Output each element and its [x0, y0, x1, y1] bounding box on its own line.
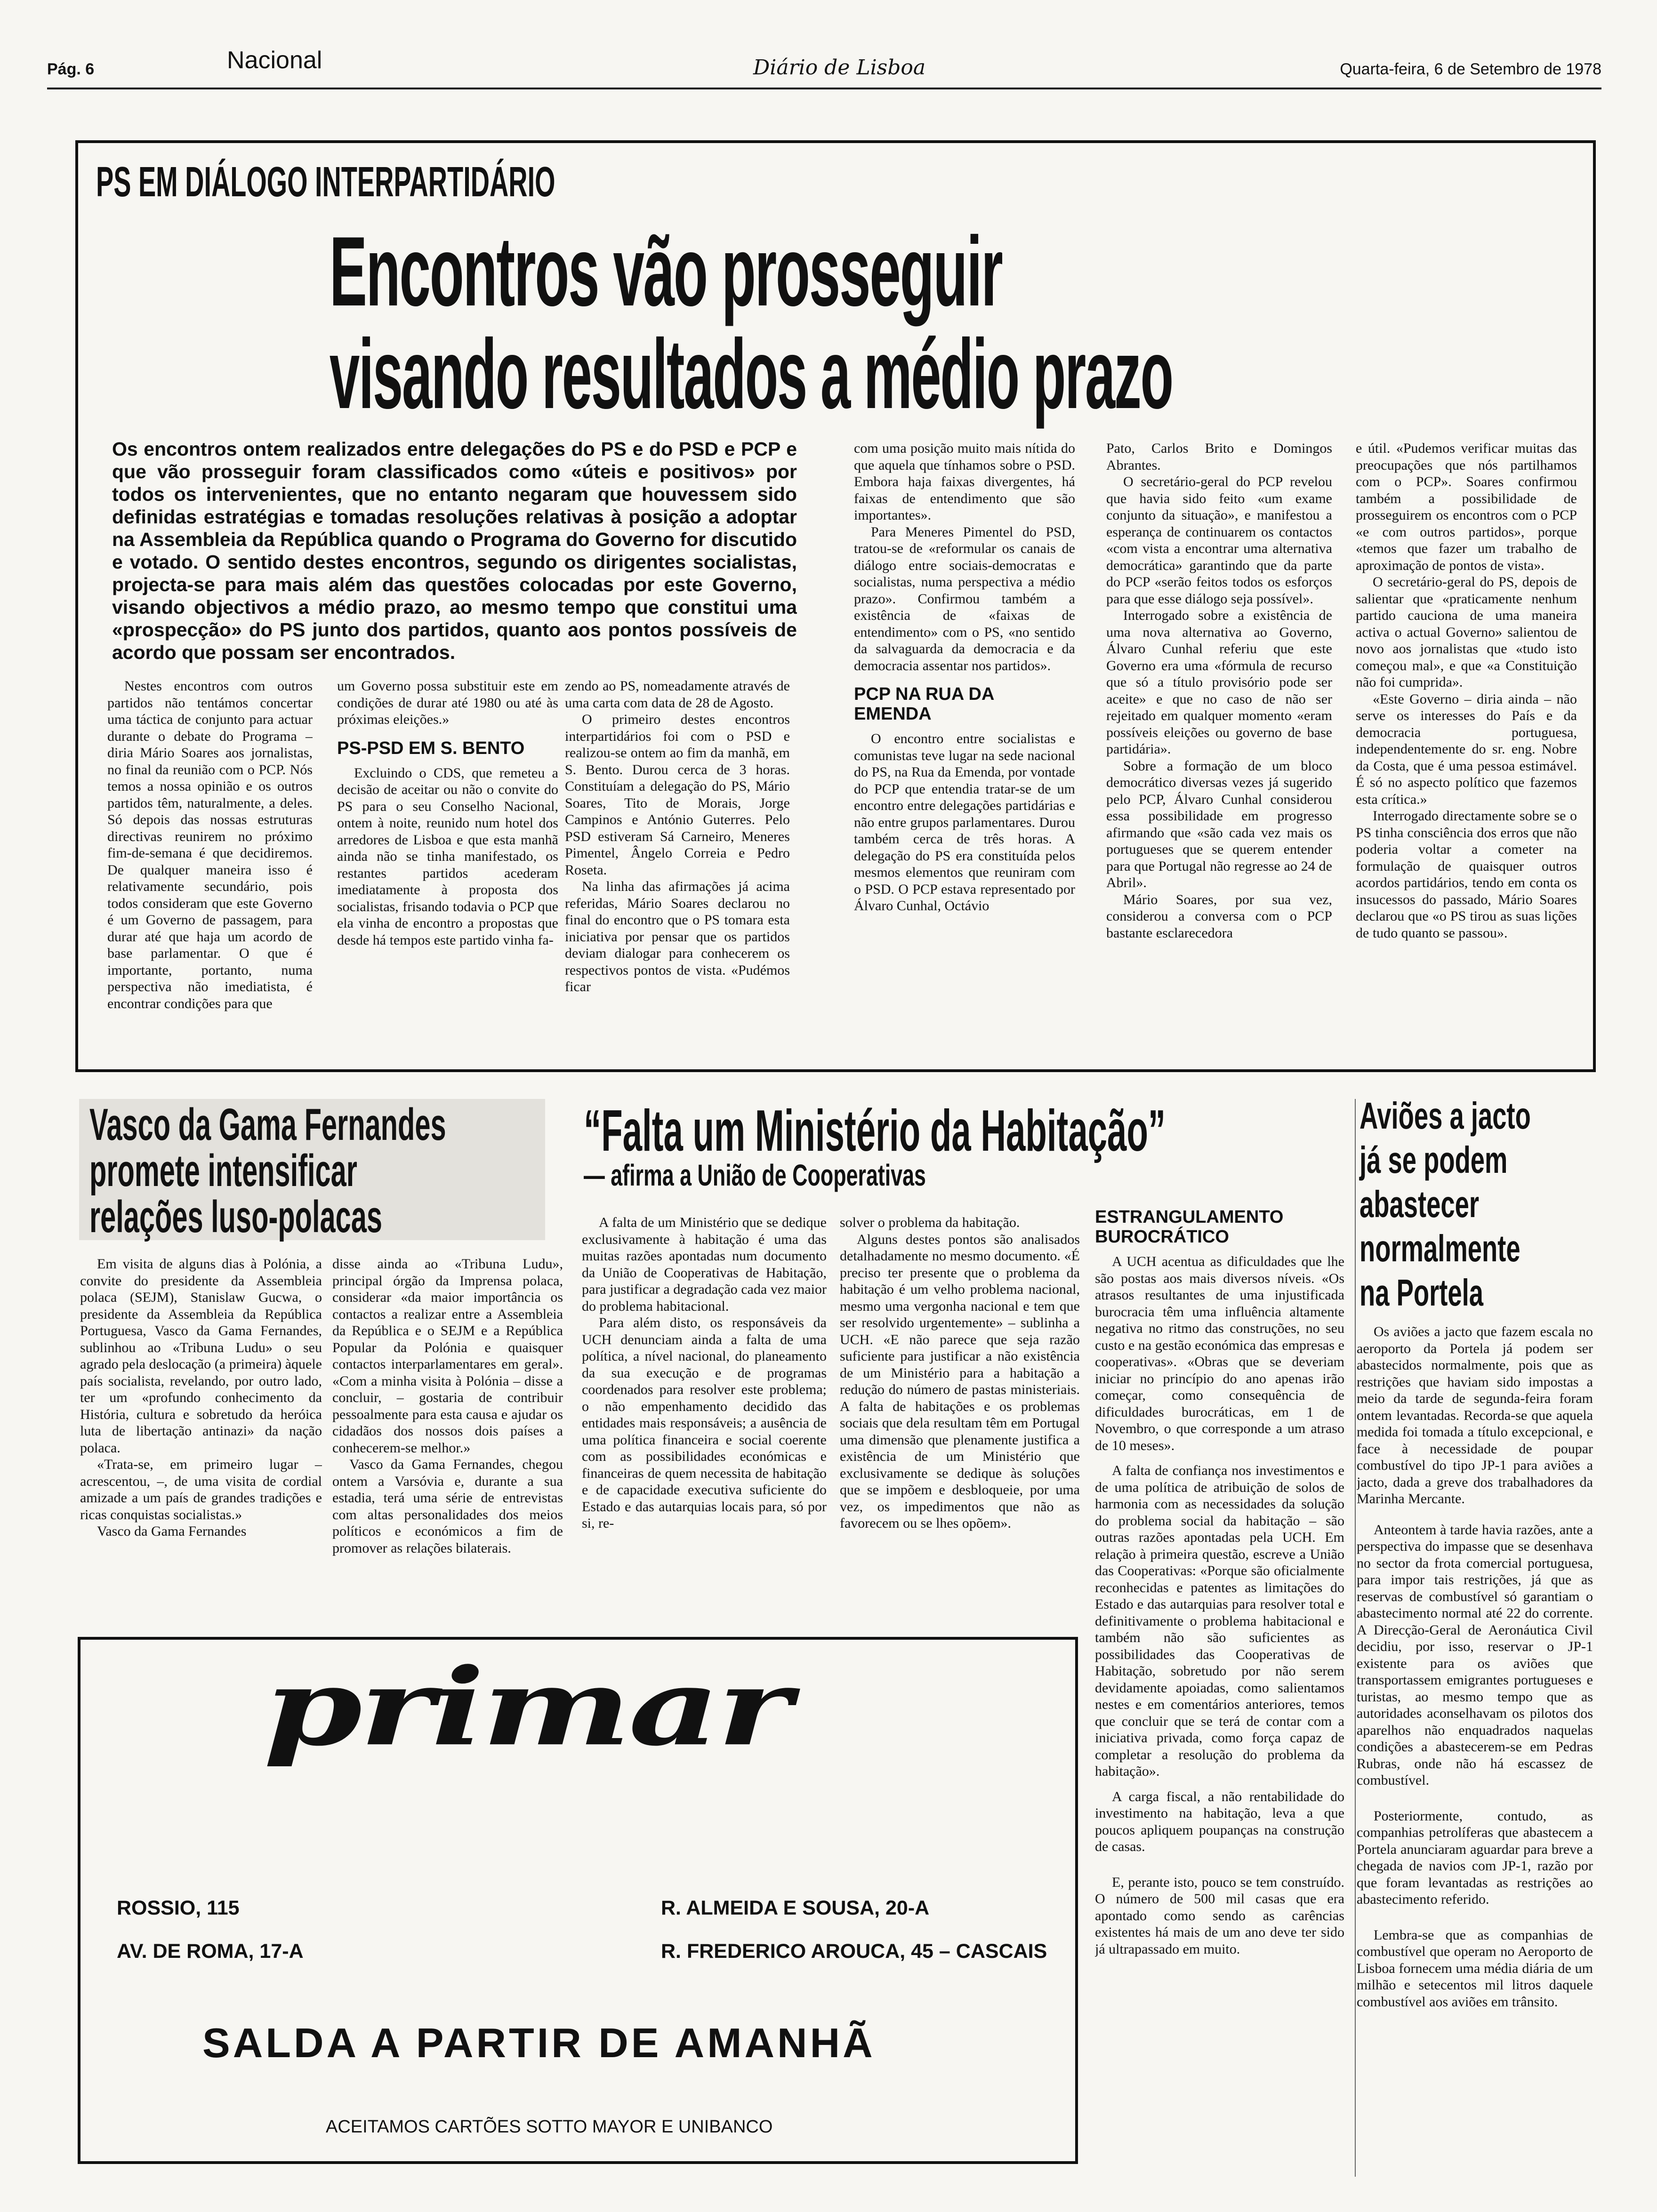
lead-col4-paragraph-b: Para Meneres Pimentel do PSD, tratou-se de «reformular os canais de diálogo entre sociais-democratas e socialistas, numa perspectiva a médio prazo». Confirmou também a existência de «faixas de entendimento» com o PS, «no sentido da salvaguarda da democracia e da democracia assentar nos partidos». — [854, 524, 1075, 673]
lead-column-6 — [1356, 440, 1577, 1059]
ad-address-4: R. FREDERICO AROUCA, 45 – CASCAIS — [661, 1940, 1047, 1963]
lead-col3-paragraph-c: Na linha das afirmações já acima referidas, Mário Soares declarou no final do encontro que o PS tomara esta iniciativa por pensar que os partidos deviam dialogar para conhecerem os respectivos pontos de vista. «Pudémos ficar — [565, 879, 790, 994]
ad-address-1: ROSSIO, 115 — [117, 1897, 240, 1919]
habitacao-headline: “Falta um Ministério da Habitação” — [584, 1098, 1166, 1163]
lead-column-5 — [1106, 440, 1332, 1059]
ad-headline: SALDA A PARTIR DE AMANHÃ — [202, 2020, 876, 2066]
habitacao-column-1 — [582, 1214, 827, 1624]
column-rule-right — [1355, 1099, 1356, 2177]
lead-col4-paragraph-c: O encontro entre socialistas e comunistas teve lugar na sede nacional do PS, na Rua da Emenda, por vontade do PCP que entendia tratar-se de um encontro entre delegações partidárias e não entre grupos parlamentares. Durou também cerca de três horas. A delegação do PS era constituída pelos mesmos elementos que reuniram com o PSD. O PCP estava representado por Álvaro Cunhal, Octávio — [854, 731, 1075, 914]
lead-column-4 — [854, 440, 1075, 1059]
vasco-headline-line-1: Vasco da Gama Fernandes — [89, 1099, 446, 1150]
ad-address-3: R. ALMEIDA E SOUSA, 20-A — [661, 1897, 930, 1919]
header-rule — [47, 88, 1601, 89]
vasco-col1-paragraph-b: «Trata-se, em primeiro lugar – acrescentou, –, de uma visita de cordial amizade a um país de grandes tradições e ricas conquistas socialistas.» — [80, 1457, 322, 1523]
primar-logo: primar — [264, 1644, 789, 1770]
section-name: Nacional — [227, 47, 322, 74]
vasco-col2-paragraph-b: Vasco da Gama Fernandes, chegou ontem a Varsóvia e, durante a sua estadia, terá uma série de entrevistas com altas personalidades dos meios políticos e económicos a fim de promover as relações bilaterais. — [332, 1457, 563, 1556]
lead-col5-paragraph-b: O secretário-geral do PCP revelou que havia sido feito «um exame conjunto da situação», e manifestou a esperança de continuarem os contactos «com vista a encontrar uma alternativa democrática» garantindo que da parte do PCP «serão feitos todos os esforços para que esse diálogo seja possível». — [1106, 474, 1332, 607]
lead-kicker: PS EM DIÁLOGO INTERPARTIDÁRIO — [96, 159, 555, 206]
vasco-headline-line-3: relações luso-polacas — [89, 1192, 382, 1242]
vasco-col1-paragraph-a: Em visita de alguns dias à Polónia, a convite do presidente da Assembleia polaca (SEJM), Stanislaw Gucwa, o presidente da Assembleia da República Portuguesa, Vasco da Gama Fernandes, sublinhou ao «Tribuna Ludu» o seu agrado pela deslocação (a primeira) àquele país socialista, revelando, por outro lado, ter um «profundo conhecimento da História, cultura e sobretudo da heróica luta de libertação antinazi» da nação polaca. — [80, 1256, 322, 1456]
habitacao-subhead: — afirma a União de Cooperativas — [584, 1158, 926, 1192]
lead-subhead-pcp: PCP NA RUA DA EMENDA — [854, 684, 994, 724]
avioes-body — [1357, 1323, 1593, 2194]
lead-col3-paragraph-b: O primeiro destes encontros interpartidários foi com o PSD e realizou-se ontem ao fim da manhã, em S. Bento. Durou cerca de 3 horas. Constituíam a delegação do PS, Mário Soares, Tito de Morais, Jorge Campinos e António Guterres. Pelo PSD estiveram Sá Carneiro, Meneres Pimentel, Ângelo Correia e Pedro Roseta. — [565, 712, 790, 878]
lead-col3-paragraph-a: zendo ao PS, nomeadamente através de uma carta com data de 28 de Agosto. — [565, 678, 790, 711]
lead-col6-paragraph-c: «Este Governo – diria ainda – não serve os interesses do País e da democracia portuguesa, independentemente do sr. eng. Nobre da Costa, que é uma pessoa estimável. É só no aspecto político que fazemos esta crítica.» — [1356, 691, 1577, 807]
lead-subhead-ps-psd: PS-PSD EM S. BENTO — [337, 738, 525, 758]
habitacao-col3-paragraph-c: A carga fiscal, a não rentabilidade do investimento na habitação, leva a que poucos apliquem poupanças na construção de casas. — [1095, 1788, 1344, 1854]
habitacao-col3-paragraph-d: E, perante isto, pouco se tem construído. O número de 500 mil casas que era apontado como sendo as carências existentes há mais de um ano deve ter sido já ultrapassado em muito. — [1095, 1874, 1344, 1957]
habitacao-col1-paragraph-a: A falta de um Ministério que se dedique exclusivamente à habitação é uma das muitas razões apontadas num documento da União de Cooperativas de Habitação, para justificar a degradação cada vez maior do problema habitacional. — [582, 1215, 827, 1314]
lead-col4-paragraph-a: com uma posição muito mais nítida do que aquela que tínhamos sobre o PSD. Embora haja faixas divergentes, há faixas de entendimento que são importantes». — [854, 441, 1075, 523]
avioes-headline: Aviões a jacto já se podem abastecer normalmente na Portela — [1359, 1095, 1531, 1314]
habitacao-col2-paragraph-b: Alguns destes pontos são analisados detalhadamente no mesmo documento. «É preciso ter presente que o problema da habitação é um velho problema nacional, mesmo uma vergonha nacional e tem que ser resolvido urgentemente» – sublinha a UCH. «E não parece que seja razão suficiente para justificar a não existência de um Ministério para a habitação a redução do número de pastas ministeriais. A falta de habitações e os problemas sociais que dela resultam têm em Portugal uma dimensão que plenamente justifica a existência de um Ministério que exclusivamente se dedique às soluções que se impõem e desbloqueie, por uma vez, os impedimentos que não as favorecem ou se lhes opõem». — [840, 1231, 1080, 1531]
habitacao-column-3 — [1095, 1207, 1344, 2177]
lead-col5-paragraph-e: Mário Soares, por sua vez, considerou a conversa com o PCP bastante esclarecedora — [1106, 891, 1332, 941]
avioes-paragraph-4: Lembra-se que as companhias de combustível que operam no Aeroporto de Lisboa fornecem uma média diária de um milhão e setecentos mil litros daquele combustível aos aviões em trânsito. — [1357, 1927, 1593, 2010]
lead-col6-paragraph-d: Interrogado directamente sobre se o PS tinha consciência dos erros que não poderia voltar a cometer na formulação de quaisquer outros acordos partidários, tendo em conta os insucessos do passado, Mário Soares declarou que «o PS tirou as suas lições de tudo quanto se passou». — [1356, 808, 1577, 941]
lead-col5-paragraph-a: Pato, Carlos Brito e Domingos Abrantes. — [1106, 441, 1332, 473]
lead-col1-paragraph: Nestes encontros com outros partidos não tentámos concertar uma táctica de conjunto para actuar durante o debate do Programa – diria Mário Soares aos jornalistas, no final da reunião com o PCP. Nós temos a nossa opinião e os outros partidos têm, naturalmente, a deles. Só depois das nossas estruturas directivas reunirem no próximo fim-de-semana é que decidiremos. De qualquer maneira isso é relativamente secundário, pois todos consideram que este Governo é um Governo de passagem, para durar até que haja um acordo de base parlamentar. O que é importante, portanto, numa perspectiva não imediatista, é encontrar condições para que — [107, 678, 313, 1011]
page-number: Pág. 6 — [47, 60, 95, 78]
lead-col5-paragraph-c: Interrogado sobre a existência de uma nova alternativa ao Governo, Álvaro Cunhal referiu que este Governo era uma «fórmula de recurso que só a título provisório pode ser aceite» e que no caso de não ser rejeitado em qualquer momento «eram possíveis eleições ou governo de base partidária». — [1106, 608, 1332, 757]
avioes-paragraph-2: Anteontem à tarde havia razões, ante a perspectiva do impasse que se desenhava no sector da frota comercial portuguesa, para impor tais restrições, já que as reservas de combustível só garantiam o abastecimento normal até 22 do corrente. A Direcção-Geral de Aeronáutica Civil decidiu, por isso, reservar o JP-1 existente para os aviões que transportassem emigrantes portugueses e turistas, ao mesmo tempo que as autoridades aconselhavam os pilotos dos aparelhos não enquadrados naquelas condições a abastecerem-se em Pedras Rubras, onde não há escassez de combustível. — [1357, 1522, 1593, 1788]
lead-col5-paragraph-d: Sobre a formação de um bloco democrático diversas vezes já sugerido pelo PCP, Álvaro Cunhal considerou essa possibilidade em progresso afirmando que «são cada vez mais os portugueses que se querem entender para que Portugal não regresse ao 24 de Abril». — [1106, 758, 1332, 890]
avioes-paragraph-3: Posteriormente, contudo, as companhias petrolíferas que abastecem a Portela anunciaram aguardar para breve a chegada de navios com JP-1, razão por que foram levantadas as restrições ao abastecimento referido. — [1357, 1808, 1593, 1907]
avioes-paragraph-1: Os aviões a jacto que fazem escala no aeroporto da Portela já podem ser abastecidos normalmente, pois que as restrições que haviam sido impostas a meio da tarde de segunda-feira foram ontem levantadas. Recorda-se que aquela medida foi tomada a título excepcional, e face à necessidade de poupar combustível do tipo JP-1 para aviões a jacto, dada a greve dos trabalhadores da Marinha Mercante. — [1357, 1324, 1593, 1507]
issue-date: Quarta-feira, 6 de Setembro de 1978 — [1340, 60, 1601, 78]
lead-headline-line-2: visando resultados a médio prazo — [330, 319, 1173, 429]
lead-standfirst: Os encontros ontem realizados entre delegações do PS e do PSD e PCP e que vão prosseguir foram classificados como «úteis e positivos» por todos os intervenientes, que no entanto negaram que houvessem sido definidas estratégias e tomadas resoluções relativas à posição a adoptar na Assembleia da República quando o Programa do Governo for discutido e votado. O sentido destes encontros, segundo os dirigentes socialistas, projecta-se para mais além das questões colocadas por este Governo, visando objectivos a médio prazo, ao mesmo tempo que constitui uma «prospecção» do PS junto dos partidos, quanto aos pontos possíveis de acordo que possam ser encontrados. — [112, 438, 797, 663]
ad-footer: ACEITAMOS CARTÕES SOTTO MAYOR E UNIBANCO — [326, 2117, 773, 2137]
vasco-column-2 — [332, 1256, 563, 1623]
habitacao-column-2 — [840, 1214, 1080, 1624]
lead-col2-paragraph-b: Excluindo o CDS, que remeteu a decisão de aceitar ou não o convite do PS para o seu Conselho Nacional, ontem à noite, reunido num hotel dos arredores de Lisboa e que esta manhã ainda não se tinha manifestado, os restantes partidos acederam imediatamente à proposta dos socialistas, frisando todavia o PCP que ela vinha de encontro a propostas que desde há tempos este partido vinha fa- — [337, 765, 558, 948]
lead-col2-paragraph-a: um Governo possa substituir este em condições de durar até 1980 ou até às próximas eleições.» — [337, 678, 558, 727]
lead-headline-line-1: Encontros vão prosseguir — [330, 216, 1002, 327]
lead-column-1 — [107, 678, 313, 1059]
habitacao-subhead-estrangulamento: ESTRANGULAMENTO BUROCRÁTICO — [1095, 1207, 1284, 1247]
lead-column-2 — [337, 678, 558, 1059]
habitacao-col1-paragraph-b: Para além disto, os responsáveis da UCH denunciam ainda a falta de uma política, a nível nacional, do planeamento da sua execução e de programas coordenados para resolver este problema; o não empenhamento decidido das entidades mais responsáveis; a ausência de uma política financeira e social coerente com as possibilidades económicas e financeiras de quem necessita de habitação e de capacidade executiva suficiente do Estado e das autarquias locais para, só por si, re- — [582, 1315, 827, 1531]
ad-address-2: AV. DE ROMA, 17-A — [117, 1940, 304, 1963]
habitacao-col3-paragraph-a: A UCH acentua as dificuldades que lhe são postas aos mais diversos níveis. «Os atrasos resultantes de uma injustificada burocracia têm uma influência altamente negativa no ritmo das construções, no seu custo e na gestão económica das empresas e cooperativas». «Obras que se deveriam iniciar no princípio do ano apenas irão começar, como consequência de dificuldades burocráticas, em 1 de Novembro, o que corresponde a um atraso de 10 meses». — [1095, 1254, 1344, 1453]
vasco-column-1 — [80, 1256, 322, 1623]
lead-col6-paragraph-b: O secretário-geral do PS, depois de salientar que «praticamente nenhum partido cauciona de uma maneira activa o actual Governo» salientou de novo aos jornalistas que «tudo isto começou mal», e que «a Constituição não foi cumprida». — [1356, 574, 1577, 690]
habitacao-col3-paragraph-b: A falta de confiança nos investimentos e de uma política de atribuição de solos de harmonia com as necessidades da solução do problema social da habitação – são outras razões apontadas pela UCH. Em relação à primeira questão, escreve a União das Cooperativas: «Porque são oficialmente reconhecidas e patentes as limitações do Estado e das autarquias para resolver total e definitivamente o problema habitacional e também não são suficientes as possibilidades das Cooperativas de Habitação, sobretudo por não serem devidamente apoiadas, como salientamos nestes e em comentários anteriores, temos que concluir que se terá de contar com a iniciativa privada, como força capaz de completar a resolução do problema da habitação». — [1095, 1463, 1344, 1779]
lead-col6-paragraph-a: e útil. «Pudemos verificar muitas das preocupações que nós partilhamos com o PCP». Soares confirmou também a possibilidade de prosseguirem os encontros com o PCP «e com outros partidos», porque «temos que fazer um trabalho de aproximação de pontos de vista». — [1356, 441, 1577, 573]
vasco-headline-line-2: promete intensificar — [89, 1146, 357, 1196]
masthead: Diário de Lisboa — [753, 56, 926, 80]
habitacao-col2-paragraph-a: solver o problema da habitação. — [840, 1215, 1020, 1230]
vasco-col2-paragraph-a: disse ainda ao «Tribuna Ludu», principal órgão da Imprensa polaca, considerar «da maior importância os contactos a realizar entre a Assembleia da República e o SEJM e a República Popular da Polónia e quaisquer contactos interparlamentares em geral». «Com a minha visita à Polónia – disse a concluir, – gostaria de contribuir pessoalmente para esta causa e ajudar os cidadãos dos nossos dois países a conhecerem-se melhor.» — [332, 1256, 563, 1456]
lead-column-3 — [565, 678, 790, 1059]
vasco-col1-paragraph-c: Vasco da Gama Fernandes — [97, 1523, 247, 1539]
